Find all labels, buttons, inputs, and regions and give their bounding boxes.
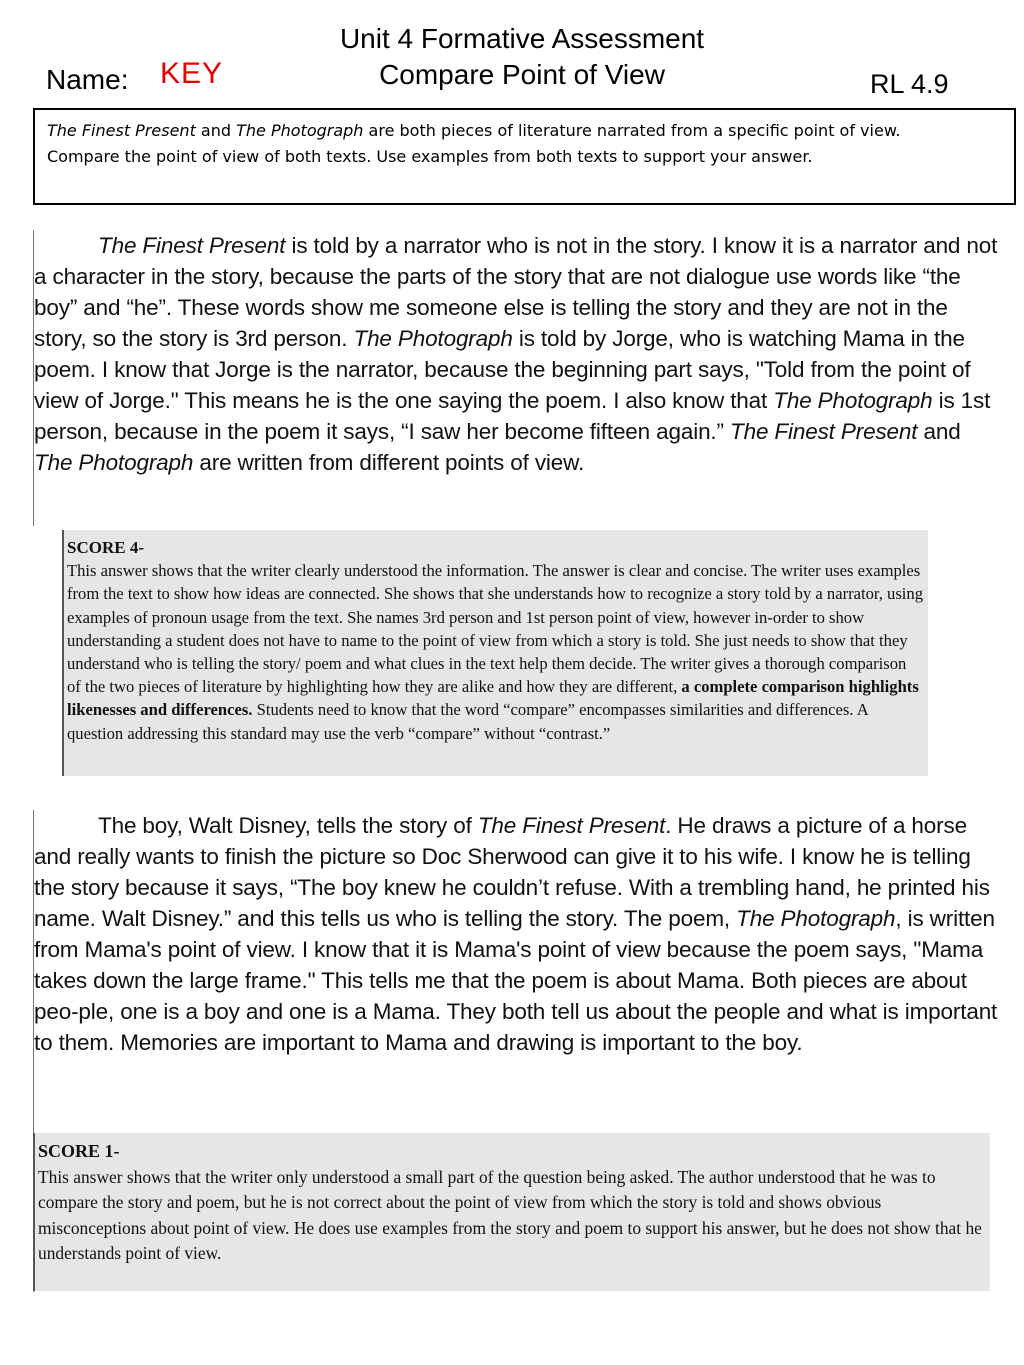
score-4-rubric — [62, 530, 928, 776]
prompt-title-finest-present: The Finest Present — [47, 121, 196, 140]
response-1-title-4: The Finest Present — [729, 419, 918, 444]
score-4-tail: Students need to know that the word “compare” encompasses similarities and differences. A question addressing this standard may use the verb “compare” without “contrast.” — [67, 700, 868, 743]
score-4-title: SCORE 4- — [67, 538, 144, 557]
name-label: Name: — [46, 64, 129, 95]
score-1-title: SCORE 1- — [38, 1141, 120, 1161]
response-2-seg-3: , is written from Mama's point of view. I know that it is Mama's point of view because the poem says, "Mama takes down the large frame." This tells me that the poem is about Mama. Both pieces are about peo-ple, one is a boy and one is a Mama. They both tell us about the people and what is important to them. Memories are important to Mama and drawing is important to the boy. — [34, 906, 998, 1055]
response-2-seg-1: The boy, Walt Disney, tells the story of — [98, 813, 478, 838]
response-1-seg-1: is told by a narrator who is not in the story. I know it is a narrator and not a character in the story, because the parts of the story that are not dialogue use words like “the boy” and “he”. These words show me someone else is telling the story and they are not in the story, so the story is 3rd person. — [34, 233, 998, 351]
student-response-1 — [33, 230, 1000, 526]
score-1-rubric — [33, 1133, 990, 1291]
name-value-key: KEY — [160, 57, 224, 90]
prompt-and: and — [195, 121, 237, 140]
response-1-title-2: The Photograph — [353, 326, 513, 351]
prompt-box — [33, 108, 1016, 205]
standard-label: RL 4.9 — [870, 69, 949, 99]
response-1-title-5: The Photograph — [34, 450, 194, 475]
prompt-line-1-rest: are both pieces of literature narrated from a specific point of view. — [363, 121, 901, 140]
response-2-text — [34, 810, 1000, 1058]
score-4-bold-text: a complete comparison highlights likenesses and differences. — [67, 677, 919, 720]
response-1-seg-5: are written from different points of view. — [193, 450, 585, 475]
response-2-title-2: The Photograph — [736, 906, 896, 931]
prompt-title-photograph: The Photograph — [236, 121, 364, 140]
response-1-seg-2: is told by Jorge, who is watching Mama in the poem. I know that Jorge is the narrator, because the beginning part says, "Told from the point of view of Jorge." This means he is the one saying the poem. I also know that — [34, 326, 971, 413]
response-1-title-3: The Photograph — [773, 388, 933, 413]
response-2-seg-2: . He draws a picture of a horse and really wants to finish the picture so Doc Sherwood can give it to his wife. I know he is telling the story because it says, “The boy knew he couldn’t refuse. With a trembling hand, he printed his name. Walt Disney.” and this tells us who is telling the story. The poem, — [34, 813, 990, 931]
response-2-title-1: The Finest Present — [477, 813, 666, 838]
prompt-line-1 — [47, 118, 1004, 144]
page-title: Unit 4 Formative Assessment — [339, 23, 705, 54]
score-4-text: This answer shows that the writer clearly understood the information. The answer is clear and concise. The writer uses examples from the text to show how ideas are connected. She shows that she understands how to recognize a story told by a narrator, using examples of pronoun usage from the text. She names 3rd person and 1st person point of view, however in-order to show understanding a student does not have to name to the point of view from which a story is told. She just needs to show that they understand who is telling the story/ poem and what clues in the text help them decide. The writer gives a thorough comparison of the two pieces of literature by highlighting how they are alike and how they are different, — [67, 561, 924, 697]
response-1-seg-3: is 1st person, because in the poem it says, “I saw her become fifteen again.” — [34, 388, 991, 444]
score-4-body — [67, 559, 924, 745]
response-1-text — [34, 230, 1000, 478]
page-subtitle: Compare Point of View — [379, 59, 665, 90]
response-1-seg-4: and — [917, 419, 961, 444]
response-1-title-1: The Finest Present — [98, 233, 286, 258]
prompt-line-2: Compare the point of view of both texts. Use examples from both texts to support your answer. — [47, 147, 813, 166]
score-1-body: This answer shows that the writer only understood a small part of the question being asked. The author understood that he was to compare the story and poem, but he is not correct about the point of view from which the story is told and shows obvious misconceptions about point of view. He does use examples from the story and poem to support his answer, but he does not show that he understands point of view. — [38, 1166, 982, 1264]
